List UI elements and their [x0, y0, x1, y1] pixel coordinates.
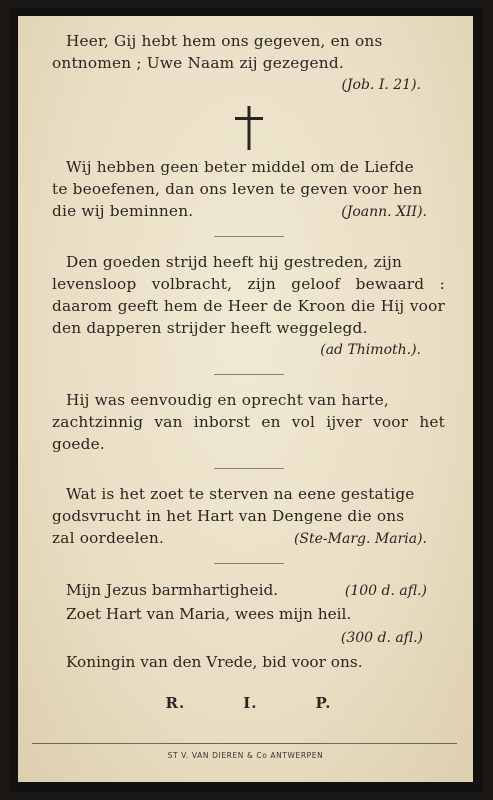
verse-line: levensloop volbracht, zijn geloof bewaard :: [52, 275, 445, 293]
verse-joann: [52, 156, 445, 223]
card-paper: [18, 16, 473, 782]
prayer-line: Mijn Jezus barmhartigheid.: [66, 581, 279, 599]
verse-line: die wij beminnen.: [52, 202, 194, 220]
prayer-line: Koningin van den Vrede, bid voor ons.: [66, 653, 363, 671]
verse-reference: (Ste-Marg. Maria).: [293, 531, 427, 547]
footer-divider: [32, 743, 457, 744]
verse-line: zachtzinnig van inborst en vol ijver voor het: [52, 413, 445, 431]
prayer-line: Zoet Hart van Maria, wees mijn heil.: [66, 605, 352, 623]
prayers: [52, 578, 445, 674]
indulgence-reference: (100 d. afl.): [344, 583, 427, 599]
divider: [214, 563, 284, 564]
rip-letter: P.: [315, 694, 332, 712]
verse-job: [52, 30, 445, 96]
verse-line: Heer, Gij hebt hem ons gegeven, en ons: [66, 32, 383, 50]
verse-line: Den goeden strijd heeft hij gestreden, zijn: [66, 253, 402, 271]
verse-line: Wat is het zoet te sterven na eene gestatige: [66, 485, 415, 503]
verse-reference: (ad Thimoth.).: [320, 342, 421, 358]
verse-line: ontnomen ; Uwe Naam zij gezegend.: [52, 54, 344, 72]
verse-line: daarom geeft hem de Heer de Kroon die Hij: [52, 297, 405, 315]
verse-character: [52, 389, 445, 455]
verse-line: zal oordeelen.: [52, 529, 165, 547]
verse-line: godsvrucht in het Hart van Dengene die ons: [52, 507, 405, 525]
divider: [214, 374, 284, 375]
rip: [52, 694, 445, 712]
verse-marg-maria: [52, 483, 445, 550]
verse-line: Hij was eenvoudig en oprecht van harte,: [66, 391, 389, 409]
verse-line: Wij hebben geen beter middel om de Liefde: [66, 158, 414, 176]
cross-icon: [52, 96, 445, 156]
verse-line: goede.: [52, 435, 105, 453]
rip-letter: R.: [165, 694, 186, 712]
verse-thimoth: [52, 251, 445, 361]
indulgence-reference: (300 d. afl.): [340, 630, 423, 646]
verse-line: te beoefenen, dan ons leven te geven voor hen: [52, 180, 423, 198]
divider: [214, 468, 284, 469]
verse-reference: (Job. I. 21).: [341, 77, 421, 93]
rip-letter: I.: [243, 694, 258, 712]
divider: [214, 236, 284, 237]
verse-line: voor den dapperen strijder heeft weggelegd.: [52, 297, 445, 337]
memorial-card: [10, 8, 483, 792]
verse-reference: (Joann. XII).: [341, 204, 427, 220]
printer-imprint: ST V. VAN DIEREN & Co ANTWERPEN: [167, 751, 324, 760]
